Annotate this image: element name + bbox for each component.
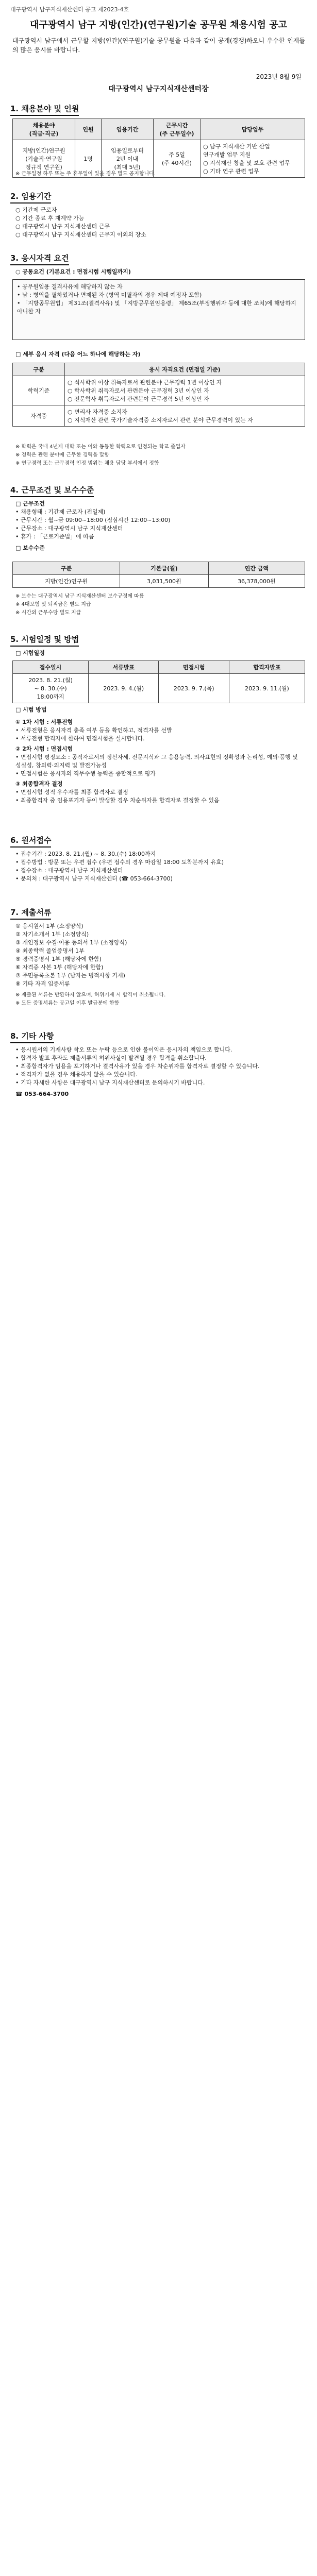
section-5a-title: □ 시험일정 — [15, 650, 45, 656]
table-cell: ○ 석사학위 이상 취득자로서 관련분야 근무경력 1년 이상인 자 ○ 학사학위 취득자로서 관련분야 근무경력 3년 이상인 자 ○ 전문학사 취득자로서 관련분야 근무경력 5년 이상인 자 — [65, 376, 305, 405]
section-1-title: 1. 채용분야 및 인원 — [10, 103, 79, 116]
table-cell: 3,031,500원 — [120, 575, 208, 588]
table-header: 담당업무 — [201, 119, 305, 140]
table-row — [13, 405, 305, 427]
table-cell: 2023. 8. 21.(월) ~ 8. 30.(수) 18:00까지 — [13, 674, 89, 703]
list-item: ○ 대구광역시 남구 지식재산센터 근무지 이외의 장소 — [15, 231, 146, 238]
notice-date: 2023년 8월 9일 — [256, 73, 302, 80]
table-header: 면접시험 — [159, 661, 229, 674]
list-item: • 적격자가 없을 경우 채용하지 않을 수 있습니다. — [15, 1071, 138, 1078]
section-7-title: 7. 제출서류 — [10, 907, 51, 920]
list-item: ③ 최종합격자 결정 — [15, 781, 63, 787]
list-item: ○ 대구광역시 남구 지식재산센터 근무 — [15, 223, 110, 230]
list-item: • 면접시험 성적 우수자를 최종 합격자로 결정 — [15, 789, 128, 795]
table-header-row — [13, 661, 305, 674]
table-header: 임용기간 — [102, 119, 154, 140]
table-header: 연간 금액 — [208, 562, 305, 575]
list-item: • 응시원서의 기재사항 착오 또는 누락 등으로 인한 불이익은 응시자의 책임으로 합니다. — [15, 1046, 232, 1053]
intro-text: 대구광역시 남구에서 근무할 지방(인간)(연구원)기술 공무원을 다음과 같이 공개(경쟁)하오니 우수한 인재들의 많은 응시를 바랍니다. — [12, 37, 305, 54]
section-7-body — [15, 922, 304, 1008]
list-item: ② 2차 시험 : 면접시험 — [15, 745, 73, 752]
list-item: • 근무장소 : 대구광역시 남구 지식재산센터 — [15, 525, 123, 532]
list-item: ④ 최종학력 졸업증명서 1부 — [15, 947, 85, 954]
table-header: 채용분야 (직급·직군) — [13, 119, 75, 140]
list-item: ③ 개인정보 수집·이용 동의서 1부 (소정양식) — [15, 939, 127, 946]
section-6-title: 6. 원서접수 — [10, 835, 51, 848]
table-header: 접수일시 — [13, 661, 89, 674]
list-item: □ 근무조건 — [15, 500, 45, 507]
table-cell: 지방(인간)연구원 — [13, 575, 120, 588]
note-item: ※ 보수는 대구광역시 남구 지식재산센터 보수규정에 따름 — [15, 594, 144, 599]
list-item: ② 자기소개서 1부 (소정양식) — [15, 931, 89, 938]
note-item: ※ 제출된 서류는 반환하지 않으며, 허위기재 시 합격이 취소됩니다. — [15, 992, 166, 998]
list-item: • 채용형태 : 기간제 근로자 (전일제) — [15, 509, 106, 515]
list-item: • 근무시간 : 월~금 09:00~18:00 (점심시간 12:00~13:00) — [15, 517, 171, 523]
pay-table — [12, 562, 305, 588]
list-item: • 기타 자세한 사항은 대구광역시 남구 지식재산센터로 문의하시기 바랍니다. — [15, 1079, 205, 1086]
list-item: ① 응시원서 1부 (소정양식) — [15, 923, 84, 929]
list-item: ⑥ 자격증 사본 1부 (해당자에 한함) — [15, 964, 104, 971]
note-item: ※ 4대보험 및 퇴직금은 별도 지급 — [15, 602, 91, 607]
table-cell: 2023. 9. 11.(월) — [229, 674, 305, 703]
table-header: 기본급(월) — [120, 562, 208, 575]
list-item: • 서류전형 합격자에 한하여 면접시험을 실시합니다. — [15, 735, 145, 742]
list-item: • 최종합격자 중 임용포기자 등이 발생할 경우 차순위자를 합격자로 결정할 수 있음 — [15, 797, 220, 804]
list-item: • 접수기간 : 2023. 8. 21.(월) ~ 8. 30.(수) 18:00까지 — [15, 851, 156, 857]
contact-phone: ☎ 053-664-3700 — [15, 1091, 69, 1097]
note-item: ※ 시간외 근무수당 별도 지급 — [15, 610, 81, 616]
table-header: 인원 — [75, 119, 102, 140]
list-item: ⑦ 주민등록초본 1부 (남자는 병적사항 기재) — [15, 972, 125, 979]
table-header-row — [13, 363, 305, 376]
table-cell: ○ 남구 지식재산 기반 산업 연구개발 업무 지원 ○ 지식재산 창출 및 보호 관련 업무 ○ 기타 연구 관련 업무 — [201, 140, 305, 178]
list-item: • 「지방공무원법」 제31조(결격사유) 및 「지방공무원임용령」 제65조(부정행위자 등에 대한 조치)에 해당하지 아니한 자 — [17, 300, 296, 315]
section-3a-title: ○ 공통요건 (기본요건 : 면접시험 시행일까지) — [15, 268, 131, 275]
qualification-table — [12, 363, 305, 427]
section-6-body — [15, 850, 304, 883]
notice-number: 대구광역시 남구지식재산센터 공고 제2023-4호 — [10, 6, 129, 13]
recruit-table — [12, 118, 305, 178]
section-2-title: 2. 임용기간 — [10, 191, 51, 204]
section-5b-title: □ 시험 방법 — [15, 706, 47, 713]
section-4-title: 4. 근무조건 및 보수수준 — [10, 484, 94, 497]
list-item: ⑧ 기타 자격 입증서류 — [15, 980, 70, 987]
section-3-notes — [15, 443, 304, 468]
table-cell: 자격증 — [13, 405, 65, 427]
table-cell: ○ 변리사 자격증 소지자 ○ 지식재산 관련 국가기술자격증 소지자로서 관련 분야 근무경력이 있는 자 — [65, 405, 305, 427]
table-header: 서류발표 — [89, 661, 159, 674]
section-3a-box — [12, 279, 305, 340]
page-title: 대구광역시 남구 지방(인간)(연구원)기술 공무원 채용시험 공고 — [30, 20, 287, 30]
section-4-notes — [15, 592, 304, 617]
note-item: ※ 연구경력 또는 근무경력 인정 범위는 채용 담당 부서에서 정함 — [15, 461, 159, 466]
org-name: 대구광역시 남구지식재산센터장 — [108, 85, 209, 93]
section-1-note: ※ 근무일정 하루 또는 주 휴무일이 있을 경우 별도 공지합니다. — [15, 171, 156, 177]
table-row — [13, 376, 305, 405]
table-cell: 주 5일 (주 40시간) — [154, 140, 201, 178]
list-item: • 접수장소 : 대구광역시 남구 지식재산센터 — [15, 867, 123, 874]
table-header-row — [13, 562, 305, 575]
list-item: • 면접시험 평정요소 : 공직자로서의 정신자세, 전문지식과 그 응용능력, 의사표현의 정확성과 논리성, 예의·품행 및 성실성, 창의력·의지력 및 발전가능성 — [15, 754, 298, 769]
note-item: ※ 학력은 국내 4년제 대학 또는 이와 동등한 학력으로 인정되는 학교 졸업자 — [15, 444, 186, 450]
list-item: ① 1차 시험 : 서류전형 — [15, 719, 73, 725]
list-item: • 휴가 : 「근로기준법」에 따름 — [15, 533, 94, 540]
table-header: 근무시간 (주 근무일수) — [154, 119, 201, 140]
table-cell: 임용일로부터 2년 이내 (최대 5년) — [102, 140, 154, 178]
list-item: • 남 : 병역을 필하였거나 면제된 자 (병역 미필자의 경우 제대 예정자 포함) — [17, 292, 202, 298]
table-header: 구분 — [13, 562, 120, 575]
list-item: ○ 기간 종료 후 재계약 가능 — [15, 215, 85, 222]
list-item: ⑤ 경력증명서 1부 (해당자에 한함) — [15, 956, 102, 962]
section-8-body — [15, 1046, 304, 1098]
table-cell: 2023. 9. 7.(목) — [159, 674, 229, 703]
section-4-body — [15, 500, 304, 552]
section-5b-body — [15, 718, 304, 805]
table-header: 응시 자격요건 (면접일 기준) — [65, 363, 305, 376]
list-item: • 최종합격자가 임용을 포기하거나 결격사유가 있을 경우 차순위자를 합격자로 결정할 수 있습니다. — [15, 1063, 260, 1070]
note-item: ※ 모든 증명서류는 공고일 이후 발급분에 한함 — [15, 1001, 120, 1006]
table-row — [13, 674, 305, 703]
table-header: 구분 — [13, 363, 65, 376]
list-item: • 서류전형은 응시자격 충족 여부 등을 확인하고, 적격자를 선발 — [15, 727, 172, 734]
list-item: □ 보수수준 — [15, 545, 45, 551]
table-cell: 1명 — [75, 140, 102, 178]
section-2-body — [15, 206, 304, 239]
list-item: • 공무원임용 결격사유에 해당하지 않는 자 — [17, 283, 123, 290]
table-row — [13, 575, 305, 588]
note-item: ※ 경력은 관련 분야에 근무한 경력을 말함 — [15, 452, 110, 458]
table-cell: 2023. 9. 4.(월) — [89, 674, 159, 703]
section-8-title: 8. 기타 사항 — [10, 1030, 54, 1043]
table-cell: 학력기준 — [13, 376, 65, 405]
table-header: 합격자발표 — [229, 661, 305, 674]
schedule-table — [12, 660, 305, 703]
table-cell: 36,378,000원 — [208, 575, 305, 588]
table-header-row — [13, 119, 305, 140]
section-3-title: 3. 응시자격 요건 — [10, 252, 69, 265]
section-5-title: 5. 시험일정 및 방법 — [10, 634, 79, 647]
list-item: ○ 기간제 근로자 — [15, 207, 57, 213]
list-item: • 접수방법 : 방문 또는 우편 접수 (우편 접수의 경우 마감일 18:00 도착분까지 유효) — [15, 859, 224, 866]
list-item: • 문의처 : 대구광역시 남구 지식재산센터 (☎ 053-664-3700) — [15, 875, 173, 882]
list-item: • 면접시험은 응시자의 직무수행 능력을 종합적으로 평가 — [15, 770, 156, 777]
table-cell: 지방(인간)연구원 (기술직·연구원 정규직 연구원) — [13, 140, 75, 178]
section-3b-title: □ 세부 응시 자격 (다음 어느 하나에 해당하는 자) — [15, 351, 141, 358]
list-item: • 합격자 발표 후라도 제출서류의 허위사실이 발견될 경우 합격을 취소합니다. — [15, 1055, 207, 1061]
